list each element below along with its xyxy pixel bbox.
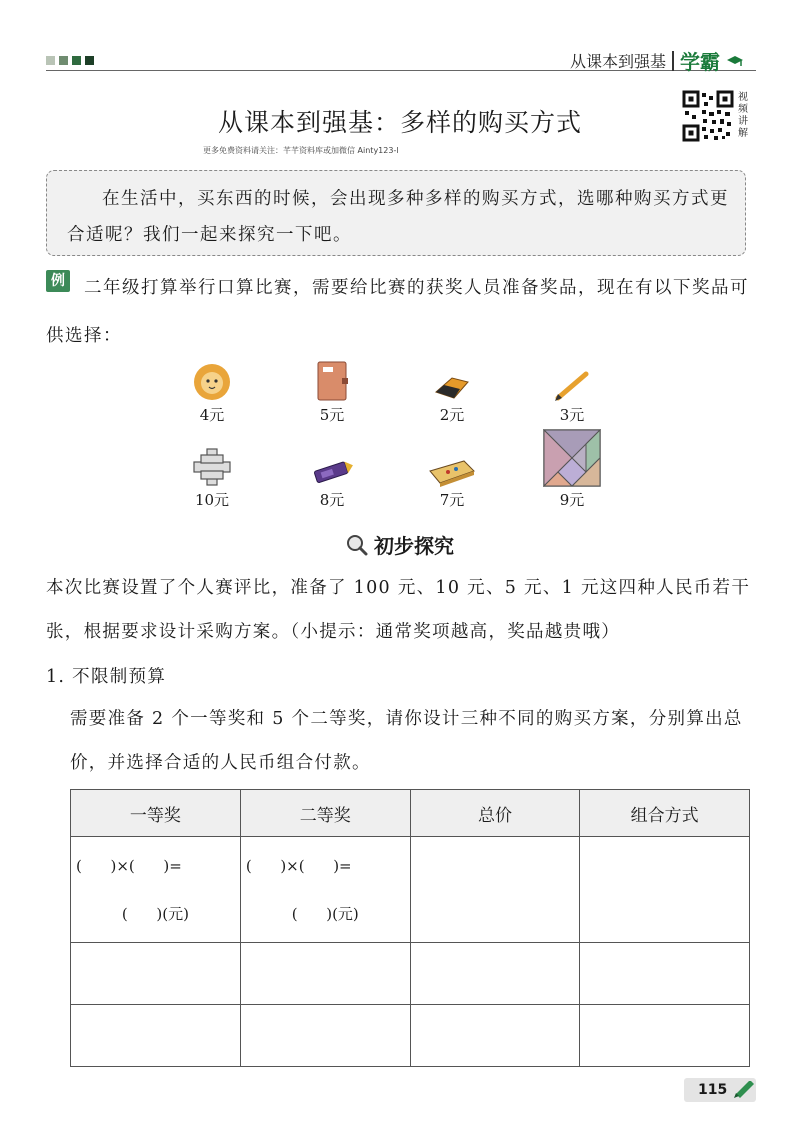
purchase-plan-table xyxy=(70,789,750,1067)
section-heading xyxy=(0,530,800,559)
intro-box xyxy=(46,170,746,256)
first-prize-cell[interactable] xyxy=(71,943,241,1005)
prize-price: 2元 xyxy=(439,406,465,424)
payment-combo-cell[interactable] xyxy=(580,837,750,943)
prize-price: 3元 xyxy=(559,406,585,424)
total-price-cell[interactable] xyxy=(410,837,580,943)
first-prize-cell[interactable] xyxy=(71,837,241,943)
section-paragraph: 本次比赛设置了个人赛评比，准备了 100 元、10 元、5 元、1 元这四种人民币若干张，根据要求设计采购方案。（小提示：通常奖项越高，奖品越贵哦） xyxy=(46,578,751,642)
prize-item xyxy=(412,358,492,425)
prize-item xyxy=(172,358,252,425)
prize-price: 9元 xyxy=(559,491,585,509)
prize-item xyxy=(412,443,492,510)
formula-line: ( )×( )= xyxy=(76,856,182,875)
prize-item xyxy=(532,358,612,425)
pencil-icon xyxy=(552,368,592,402)
second-prize-cell[interactable] xyxy=(240,837,410,943)
prize-price: 7元 xyxy=(439,491,465,509)
formula-line: ( )×( )= xyxy=(245,856,352,875)
prize-item xyxy=(532,425,612,510)
magnifier-icon xyxy=(346,534,368,556)
intro-text: 在生活中，买东西的时候，会出现多种多样的购买方式，选哪种购买方式更合适呢？我们一起来探究一下吧。 xyxy=(67,189,729,245)
prize-item xyxy=(292,443,372,510)
example-text: 二年级打算举行口算比赛，需要给比赛的获奖人员准备奖品，现在有以下奖品可供选择： xyxy=(46,278,749,346)
header-second-prize: 二等奖 xyxy=(240,790,410,837)
qr-code-icon[interactable] xyxy=(682,90,734,142)
table-row xyxy=(71,837,750,943)
page-title: 从课本到强基：多样的购买方式 xyxy=(217,108,582,137)
header-square xyxy=(72,56,81,65)
payment-combo-cell[interactable] xyxy=(580,1005,750,1067)
tangram-icon xyxy=(543,429,601,487)
page-number-tab xyxy=(684,1078,756,1102)
header-decoration xyxy=(46,56,94,65)
total-price-cell[interactable] xyxy=(410,1005,580,1067)
prize-price: 5元 xyxy=(319,406,345,424)
prize-item xyxy=(292,358,372,425)
total-price-cell[interactable] xyxy=(410,943,580,1005)
qr-caption: 视频讲解 xyxy=(738,92,748,139)
eraser-icon xyxy=(432,372,472,402)
header-square xyxy=(85,56,94,65)
payment-combo-cell[interactable] xyxy=(580,943,750,1005)
page-number: 115 xyxy=(698,1082,728,1098)
graduation-cap-icon xyxy=(726,56,744,66)
prize-item xyxy=(172,443,252,510)
header-square xyxy=(46,56,55,65)
first-prize-cell[interactable] xyxy=(71,1005,241,1067)
series-title: 从课本到强基 xyxy=(569,52,666,71)
pencil-case-icon xyxy=(426,457,478,487)
formula-result: ( )(元) xyxy=(291,904,359,923)
table-header-row xyxy=(71,790,750,837)
series-separator xyxy=(672,51,674,71)
notebook-icon xyxy=(315,360,349,402)
second-prize-cell[interactable] xyxy=(240,1005,410,1067)
second-prize-cell[interactable] xyxy=(240,943,410,1005)
header-payment-combo: 组合方式 xyxy=(580,790,750,837)
item-description: 需要准备 2 个一等奖和 5 个二等奖，请你设计三种不同的购买方案，分别算出总价，并选择合适的人民币组合付款。 xyxy=(70,709,743,773)
example-badge: 例 xyxy=(46,270,70,292)
promo-note: 更多免费资料请关注：芊芊资料库或加微信 Ainty123-l xyxy=(203,146,399,155)
prize-price: 10元 xyxy=(194,491,230,509)
crayon-icon xyxy=(309,457,355,487)
section-heading-text: 初步探究 xyxy=(374,534,454,558)
header-square xyxy=(59,56,68,65)
pen-icon xyxy=(733,1081,755,1099)
table-row xyxy=(71,1005,750,1067)
prize-price: 4元 xyxy=(199,406,225,424)
table-row xyxy=(71,943,750,1005)
header-first-prize: 一等奖 xyxy=(71,790,241,837)
brand-logo: 学霸 xyxy=(680,50,720,74)
puzzle-block-icon xyxy=(192,447,232,487)
lion-toy-icon xyxy=(191,362,233,402)
header-total-price: 总价 xyxy=(410,790,580,837)
prize-price: 8元 xyxy=(319,491,345,509)
formula-result: ( )(元) xyxy=(121,904,189,923)
header-series xyxy=(570,46,744,75)
item-title: 1. 不限制预算 xyxy=(46,667,167,687)
